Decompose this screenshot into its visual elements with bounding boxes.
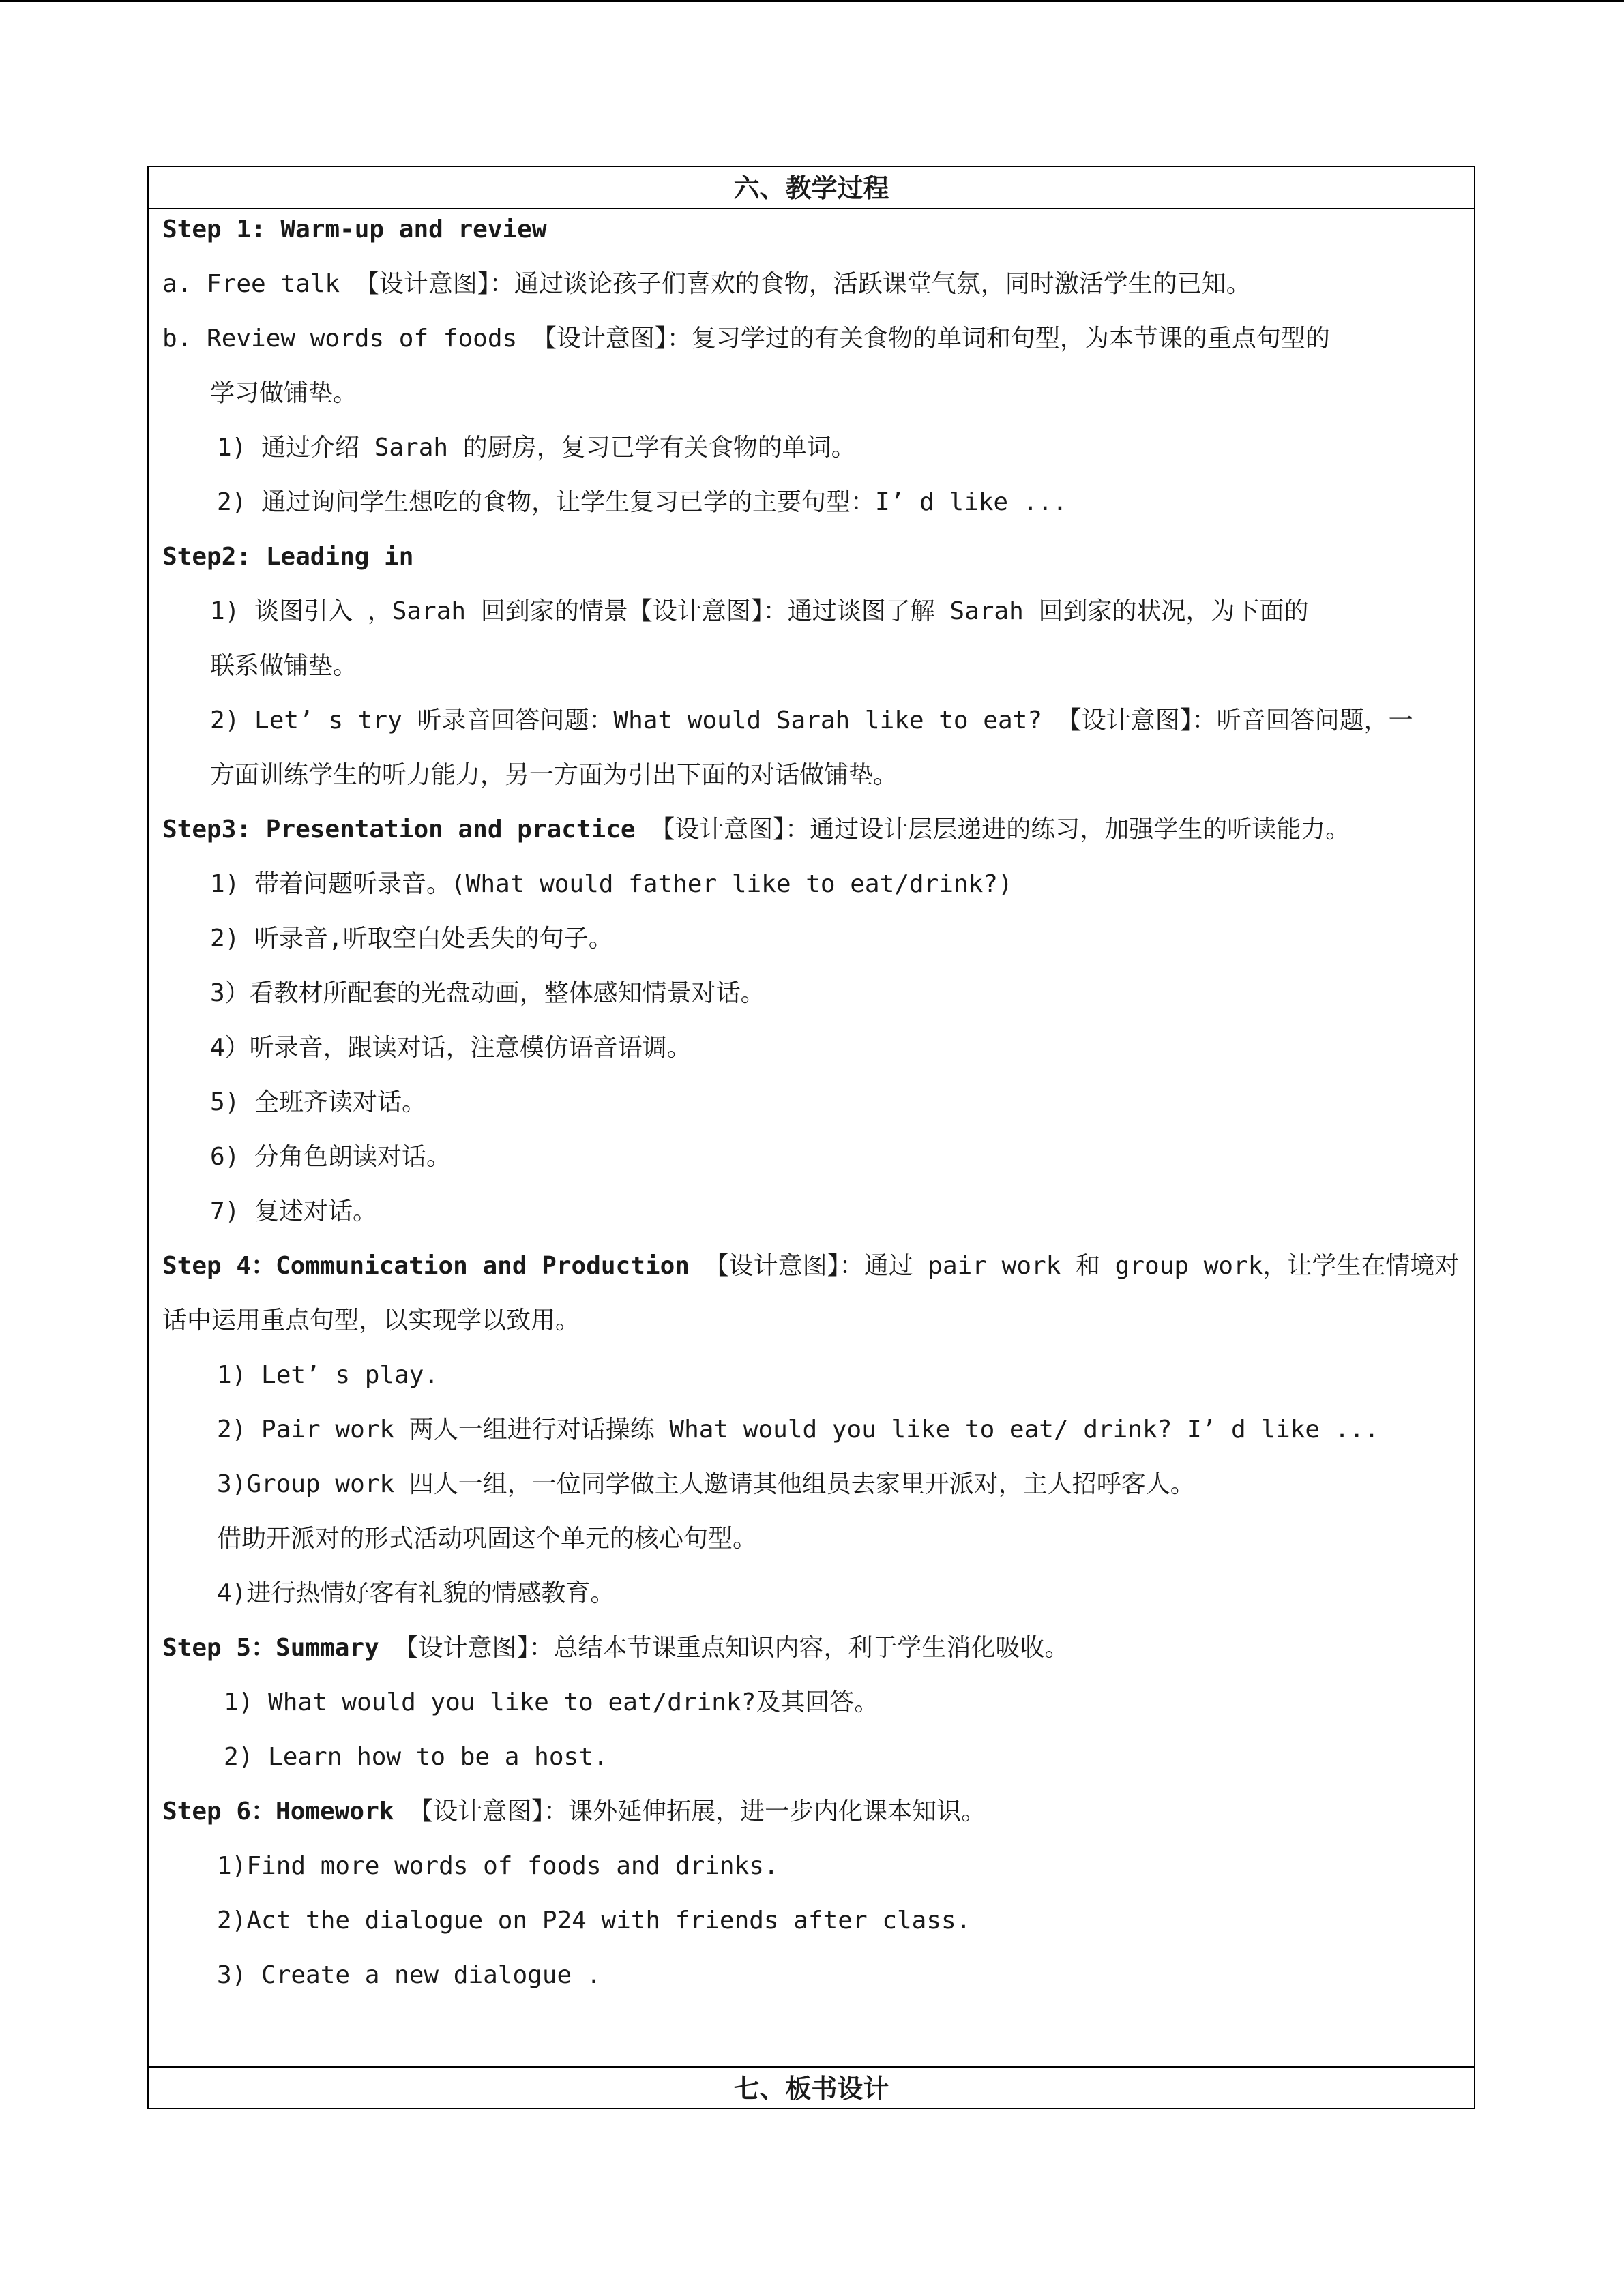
step2-item-1: 1) 谈图引入 ，Sarah 回到家的情景【设计意图】：通过谈图了解 Sarah 回到家的状况，为下面的 bbox=[210, 597, 1309, 625]
step2-item-2: 2) Let’ s try 听录音回答问题：What would Sarah like to eat? 【设计意图】：听音回答问题，一 bbox=[210, 706, 1413, 734]
step3-item-4: 4）听录音，跟读对话，注意模仿语音语调。 bbox=[210, 1034, 692, 1062]
page-top-rule bbox=[0, 0, 1624, 2]
step3-item-2: 2) 听录音,听取空白处丢失的句子。 bbox=[210, 925, 613, 953]
step4-title-cont: 话中运用重点句型，以实现学以致用。 bbox=[162, 1307, 580, 1335]
section-title-teaching-process: 六、教学过程 bbox=[149, 167, 1474, 209]
step2-title: Step2: Leading in bbox=[162, 543, 414, 571]
step5-item-1: 1) What would you like to eat/drink?及其回答。 bbox=[224, 1688, 879, 1716]
step6-title: Step 6：Homework 【设计意图】：课外延伸拓展，进一步内化课本知识。 bbox=[162, 1798, 986, 1825]
step2-item-1-cont: 联系做铺垫。 bbox=[210, 652, 358, 680]
step4-item-1: 1) Let’ s play. bbox=[217, 1361, 439, 1389]
step4-item-3-cont: 借助开派对的形式活动巩固这个单元的核心句型。 bbox=[217, 1525, 758, 1553]
step4-title: Step 4：Communication and Production 【设计意图】：通过 pair work 和 group work，让学生在情境对 bbox=[162, 1252, 1460, 1280]
step4-item-3: 3)Group work 四人一组，一位同学做主人邀请其他组员去家里开派对，主人招呼客人。 bbox=[217, 1470, 1195, 1498]
step1-item-b: b. Review words of foods 【设计意图】：复习学过的有关食物的单词和句型，为本节课的重点句型的 bbox=[162, 325, 1330, 353]
step2-item-2-cont: 方面训练学生的听力能力，另一方面为引出下面的对话做铺垫。 bbox=[210, 761, 898, 789]
step4-item-2: 2) Pair work 两人一组进行对话操练 What would you like to eat/ drink? I’ d like ... bbox=[217, 1416, 1379, 1444]
step1-title: Step 1: Warm-up and review bbox=[162, 215, 547, 243]
step6-item-2: 2)Act the dialogue on P24 with friends after class. bbox=[217, 1907, 971, 1935]
step1-sub-2: 2) 通过询问学生想吃的食物，让学生复习已学的主要句型：I’ d like ... bbox=[217, 488, 1067, 516]
step5-title: Step 5：Summary 【设计意图】：总结本节课重点知识内容，利于学生消化吸收。 bbox=[162, 1634, 1069, 1662]
step4-item-4: 4)进行热情好客有礼貌的情感教育。 bbox=[217, 1579, 615, 1607]
step3-item-7: 7) 复述对话。 bbox=[210, 1197, 378, 1225]
step5-item-2: 2) Learn how to be a host. bbox=[224, 1743, 608, 1771]
step1-sub-1: 1) 通过介绍 Sarah 的厨房，复习已学有关食物的单词。 bbox=[217, 434, 856, 462]
step3-item-3: 3）看教材所配套的光盘动画，整体感知情景对话。 bbox=[210, 979, 765, 1007]
step3-item-6: 6) 分角色朗读对话。 bbox=[210, 1143, 452, 1171]
step3-item-1: 1) 带着问题听录音。(What would father like to eat/drink?) bbox=[210, 870, 1013, 898]
step3-item-5: 5) 全班齐读对话。 bbox=[210, 1088, 427, 1116]
lesson-plan-table bbox=[147, 166, 1475, 2109]
step1-item-b-cont: 学习做铺垫。 bbox=[210, 379, 358, 407]
step6-item-1: 1)Find more words of foods and drinks. bbox=[217, 1852, 779, 1880]
section-title-board-design: 七、板书设计 bbox=[149, 2066, 1474, 2108]
step1-item-a: a. Free talk 【设计意图】：通过谈论孩子们喜欢的食物，活跃课堂气氛，同时激活学生的已知。 bbox=[162, 270, 1251, 298]
step3-title: Step3: Presentation and practice 【设计意图】：通过设计层层递进的练习，加强学生的听读能力。 bbox=[162, 816, 1350, 844]
step6-item-3: 3) Create a new dialogue . bbox=[217, 1961, 602, 1989]
